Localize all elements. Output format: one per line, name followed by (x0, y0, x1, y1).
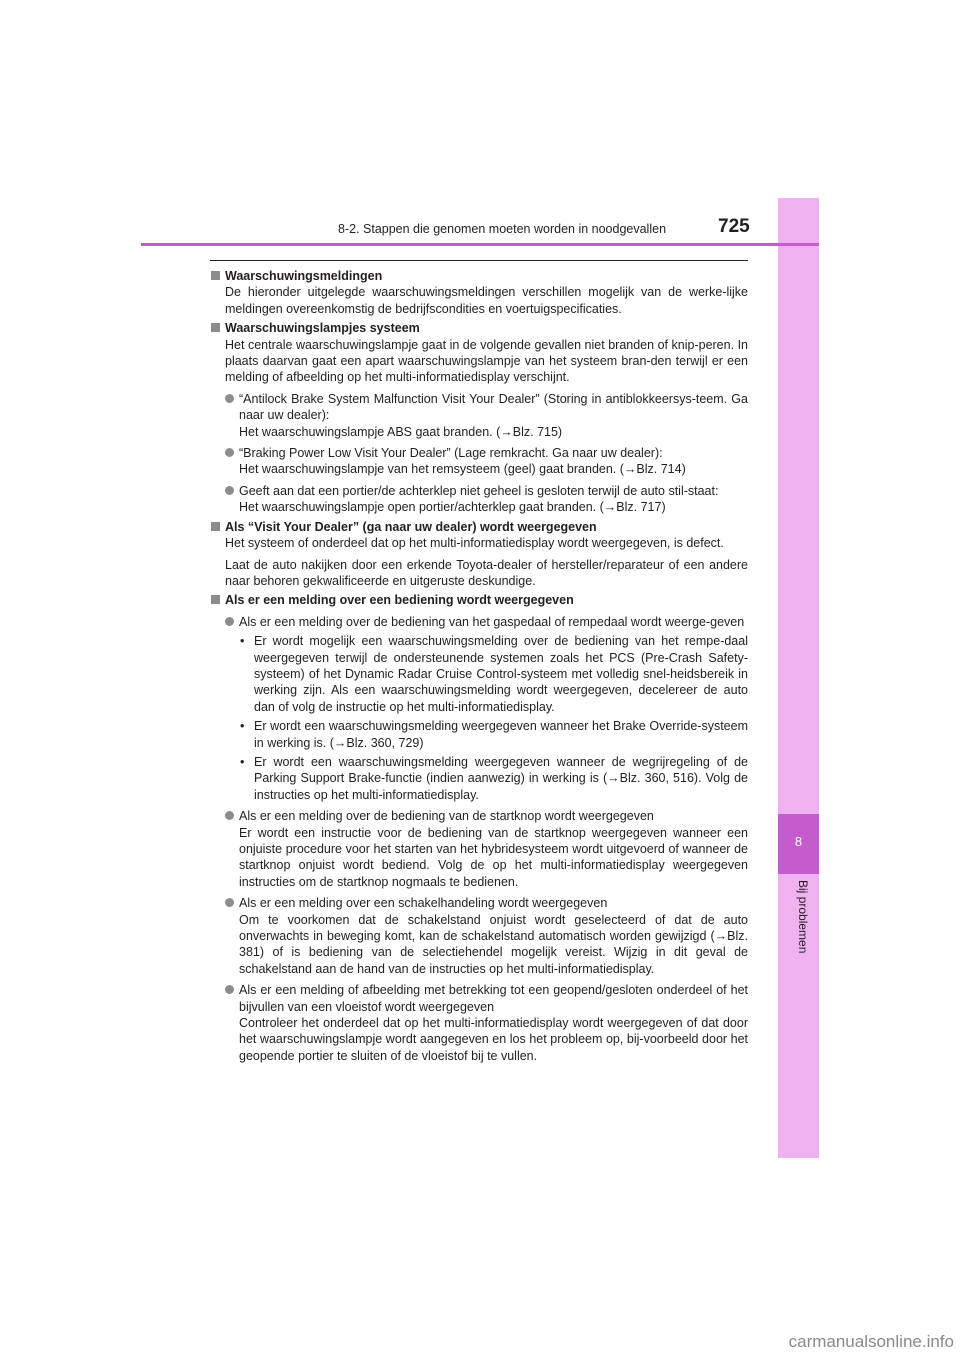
sub-list-item: • Er wordt een waarschuwingsmelding weergegeven wanneer het Brake Override-systeem in werking is. (→Blz. 360, 729) (240, 719, 748, 750)
square-bullet-icon (211, 323, 220, 332)
square-bullet-icon (211, 595, 220, 604)
chapter-label: Bij problemen (796, 880, 810, 954)
sub-list-item: • Er wordt mogelijk een waarschuwingsmelding over de bediening van het rempe-daal weergegeven terwijl de ondersteunende systemen zoals het PCS (Pre-Crash Safety-systeem) of het Dynamic Radar Cruise Control-systeem met volledig snel-heidsbereik in werking zijn. Als een waarschuwingsmelding wordt weergegeven, decelereer de auto dan of volg de instructie op het multi-informatiedisplay. (240, 634, 748, 714)
chapter-number: 8 (778, 814, 819, 874)
section-heading: Als “Visit Your Dealer” (ga naar uw dealer) wordt weergegeven (210, 519, 748, 535)
bullet-marker: • (240, 719, 245, 734)
round-bullet-icon (225, 617, 234, 626)
list-item: “Braking Power Low Visit Your Dealer” (Lage remkracht. Ga naar uw dealer): Het waarschuwingslampje van het remsysteem (geel) gaat branden. (→Blz. 714) (225, 445, 748, 478)
content-top-rule (210, 260, 748, 261)
section-heading: Als er een melding over een bediening wordt weergegeven (210, 592, 748, 608)
square-bullet-icon (211, 522, 220, 531)
watermark: carmanualsonline.info (788, 1332, 954, 1351)
square-bullet-icon (211, 271, 220, 280)
round-bullet-icon (225, 898, 234, 907)
bullet-marker: • (240, 754, 245, 769)
section-heading: Waarschuwingsmeldingen (210, 268, 748, 284)
list-item: Als er een melding of afbeelding met betrekking tot een geopend/gesloten onderdeel of het bijvullen van een vloeistof wordt weergegeven Controleer het onderdeel dat op het multi-informatiedisplay wordt weergegeven of dat door het waarschuwingslampje wordt aangegeven en los het probleem op, bij-voorbeeld door het geopende portier te sluiten of de vloeistof bij te vullen. (225, 982, 748, 1064)
round-bullet-icon (225, 811, 234, 820)
sub-list-item: • Er wordt een waarschuwingsmelding weergegeven wanneer de wegrijregeling of de Parking Support Brake-functie (indien aanwezig) in werking is (→Blz. 360, 516). Volg de instructies op het multi-informatiedisplay. (240, 754, 748, 802)
round-bullet-icon (225, 394, 234, 403)
side-tab (778, 198, 819, 1158)
header-rule (141, 243, 819, 246)
paragraph: Het systeem of onderdeel dat op het multi-informatiedisplay wordt weergegeven, is defect. (225, 536, 724, 551)
paragraph: Laat de auto nakijken door een erkende Toyota-dealer of hersteller/reparateur of een andere naar behoren gekwalificeerde en uitgeruste deskundige. (225, 557, 748, 588)
paragraph: De hieronder uitgelegde waarschuwingsmeldingen verschillen mogelijk van de werke-lijke meldingen overeenkomstig de bedrijfscondities en voertuigspecificaties. (225, 285, 748, 316)
section-heading: Waarschuwingslampjes systeem (210, 320, 748, 336)
list-item: Geeft aan dat een portier/de achterklep niet geheel is gesloten terwijl de auto stil-staat: Het waarschuwingslampje open portier/achterklep gaat branden. (→Blz. 717) (225, 483, 748, 516)
paragraph: Het centrale waarschuwingslampje gaat in de volgende gevallen niet branden of knip-peren. In plaats daarvan gaat een apart waarschuwingslampje van het systeem bran-den terwijl er een melding of afbeelding op het multi-informatiedisplay verschijnt. (225, 337, 748, 385)
round-bullet-icon (225, 448, 234, 457)
list-item: Als er een melding over de bediening van de startknop wordt weergegeven Er wordt een instructie voor de bediening van de startknop weergegeven wanneer een onjuiste procedure voor het starten van het hybridesysteem wordt uitgevoerd of wanneer de startknop onjuist wordt bediend. Volg de op het multi-informatiedisplay weergegeven instructies om de startknop nogmaals te bedienen. (225, 808, 748, 890)
list-item: “Antilock Brake System Malfunction Visit Your Dealer” (Storing in antiblokkeersys-teem. Ga naar uw dealer): Het waarschuwingslampje ABS gaat branden. (→Blz. 715) (225, 391, 748, 440)
list-item: Als er een melding over de bediening van het gaspedaal of rempedaal wordt weerge-geven (225, 614, 748, 630)
page-content (210, 265, 748, 1064)
bullet-marker: • (240, 634, 245, 649)
round-bullet-icon (225, 486, 234, 495)
round-bullet-icon (225, 985, 234, 994)
list-item: Als er een melding over een schakelhandeling wordt weergegeven Om te voorkomen dat de schakelstand onjuist wordt geselecteerd of dat de auto onverwachts in beweging komt, kan de schakelstand automatisch worden gewijzigd (→Blz. 381) of is bediening van de selectiehendel mogelijk vereist. Wijzig in dit geval de schakelstand aan de hand van de instructies op het multi-informatiedisplay. (225, 895, 748, 977)
running-head: 8-2. Stappen die genomen moeten worden in noodgevallen (338, 222, 667, 236)
page-number: 725 (718, 216, 750, 237)
